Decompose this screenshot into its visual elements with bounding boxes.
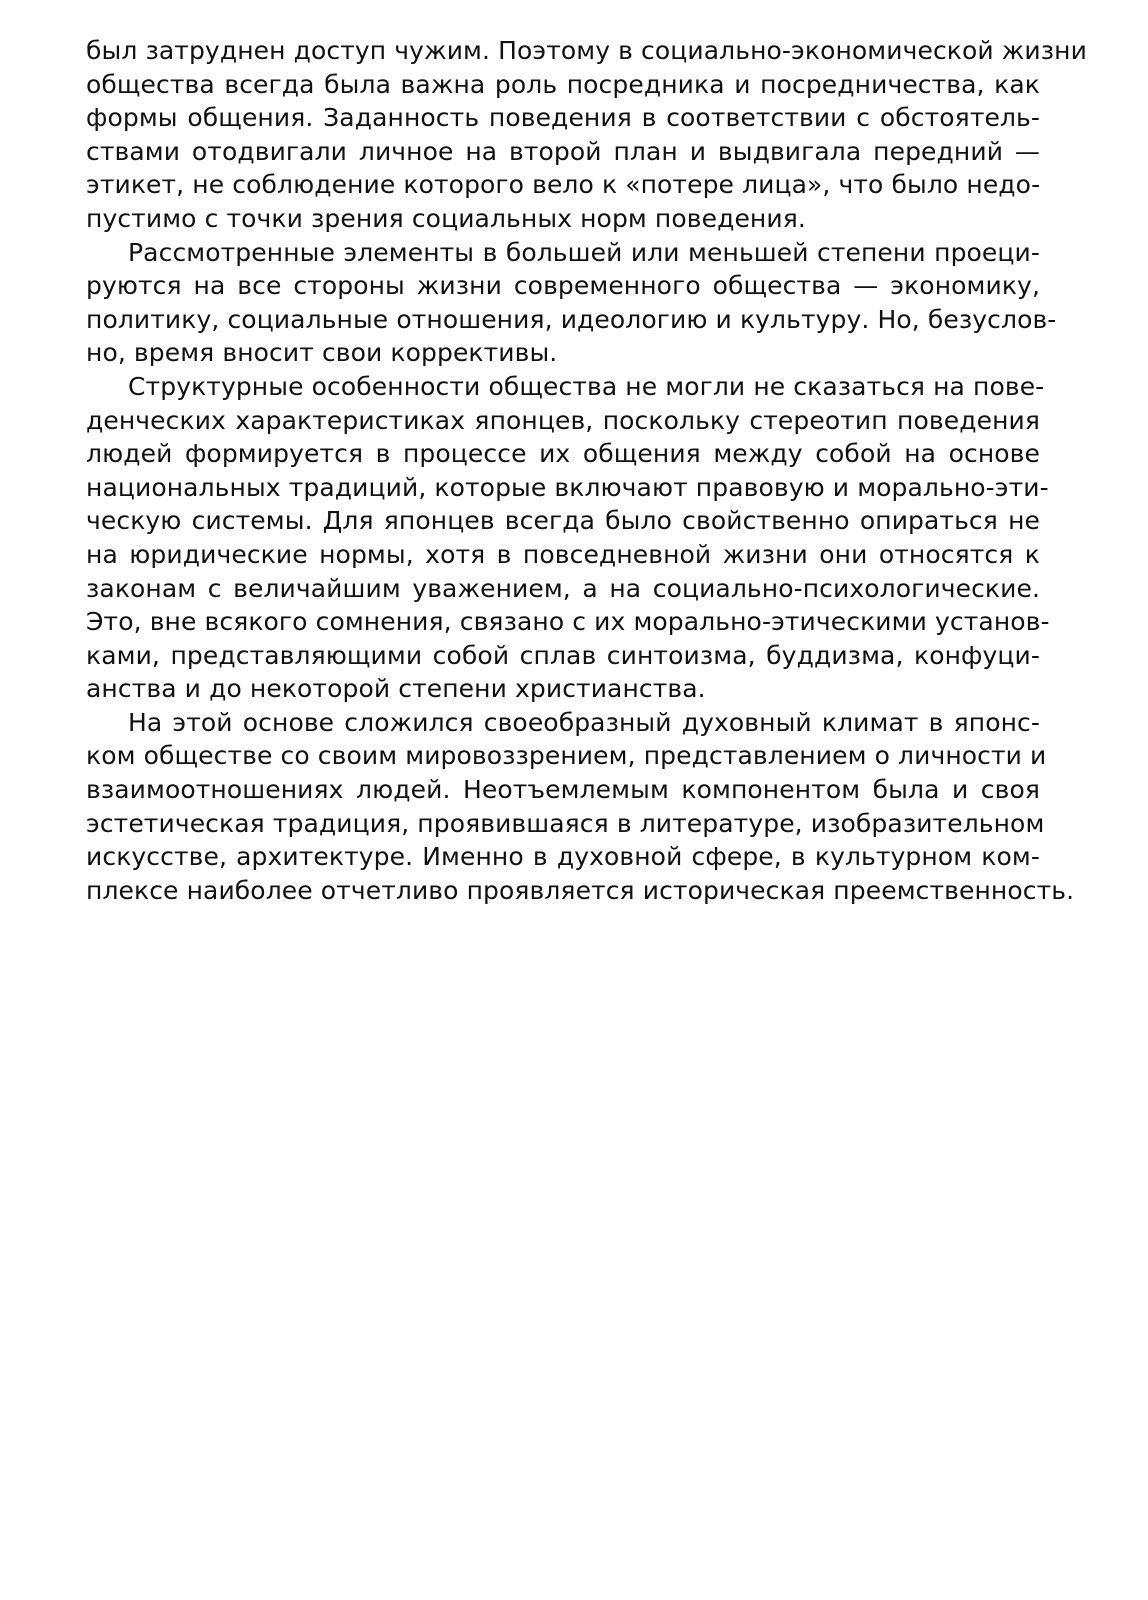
text-line: анства и до некоторой степени христианства. [86,674,706,704]
text-line: эстетическая традиция, проявившаяся в литературе, изобразительном [86,808,1045,838]
text-line: Это, вне всякого сомнения, связано с их морально-этическими установ- [86,607,1050,637]
text-line: на юридические нормы, хотя в повседневной жизни они относятся к [86,539,1040,569]
text-line: ком обществе со своим мировоззрением, представлением о личности и [86,741,1047,771]
text-line: национальных традиций, которые включают правовую и морально-эти- [86,472,1049,502]
text-line: взаимоотношениях людей. Неотъемлемым компонентом была и своя [86,775,1040,805]
text-line: законам с величайшим уважением, а на социально-психологические. [86,573,1040,603]
text-line: ками, представляющими собой сплав синтоизма, буддизма, конфуци- [86,640,1040,670]
text-line: Рассмотренные элементы в большей или меньшей степени проеци- [128,237,1040,267]
paragraph-1 [86,34,1087,236]
text-line: но, время вносит свои коррективы. [86,338,558,368]
paragraph-4 [86,706,1075,908]
text-line: руются на все стороны жизни современного общества — экономику, [86,271,1040,301]
text-line: формы общения. Заданность поведения в соответствии с обстоятель- [86,103,1040,133]
text-line: На этой основе сложился своеобразный духовный климат в японс- [128,707,1040,737]
text-line: плексе наиболее отчетливо проявляется историческая преемственность. [86,875,1075,905]
text-line: искусстве, архитектуре. Именно в духовной сфере, в культурном ком- [86,842,1040,872]
paragraph-3 [86,370,1050,706]
text-line: общества всегда была важна роль посредника и посредничества, как [86,69,1040,99]
text-line: политику, социальные отношения, идеологию и культуру. Но, безуслов- [86,304,1057,334]
text-line: пустимо с точки зрения социальных норм поведения. [86,203,806,233]
paragraph-2 [86,236,1057,370]
text-line: ческую системы. Для японцев всегда было свойственно опираться не [86,506,1040,536]
text-line: людей формируется в процессе их общения между собой на основе [86,439,1040,469]
text-line: ствами отодвигали личное на второй план и выдвигала передний — [86,136,1040,166]
text-line: денческих характеристиках японцев, поскольку стереотип поведения [86,405,1040,435]
page-text [86,34,1087,907]
text-line: был затруднен доступ чужим. Поэтому в социально-экономической жизни [86,36,1087,65]
text-line: этикет, не соблюдение которого вело к «потере лица», что было недо- [86,170,1041,200]
text-line: Структурные особенности общества не могли не сказаться на пове- [128,371,1045,401]
